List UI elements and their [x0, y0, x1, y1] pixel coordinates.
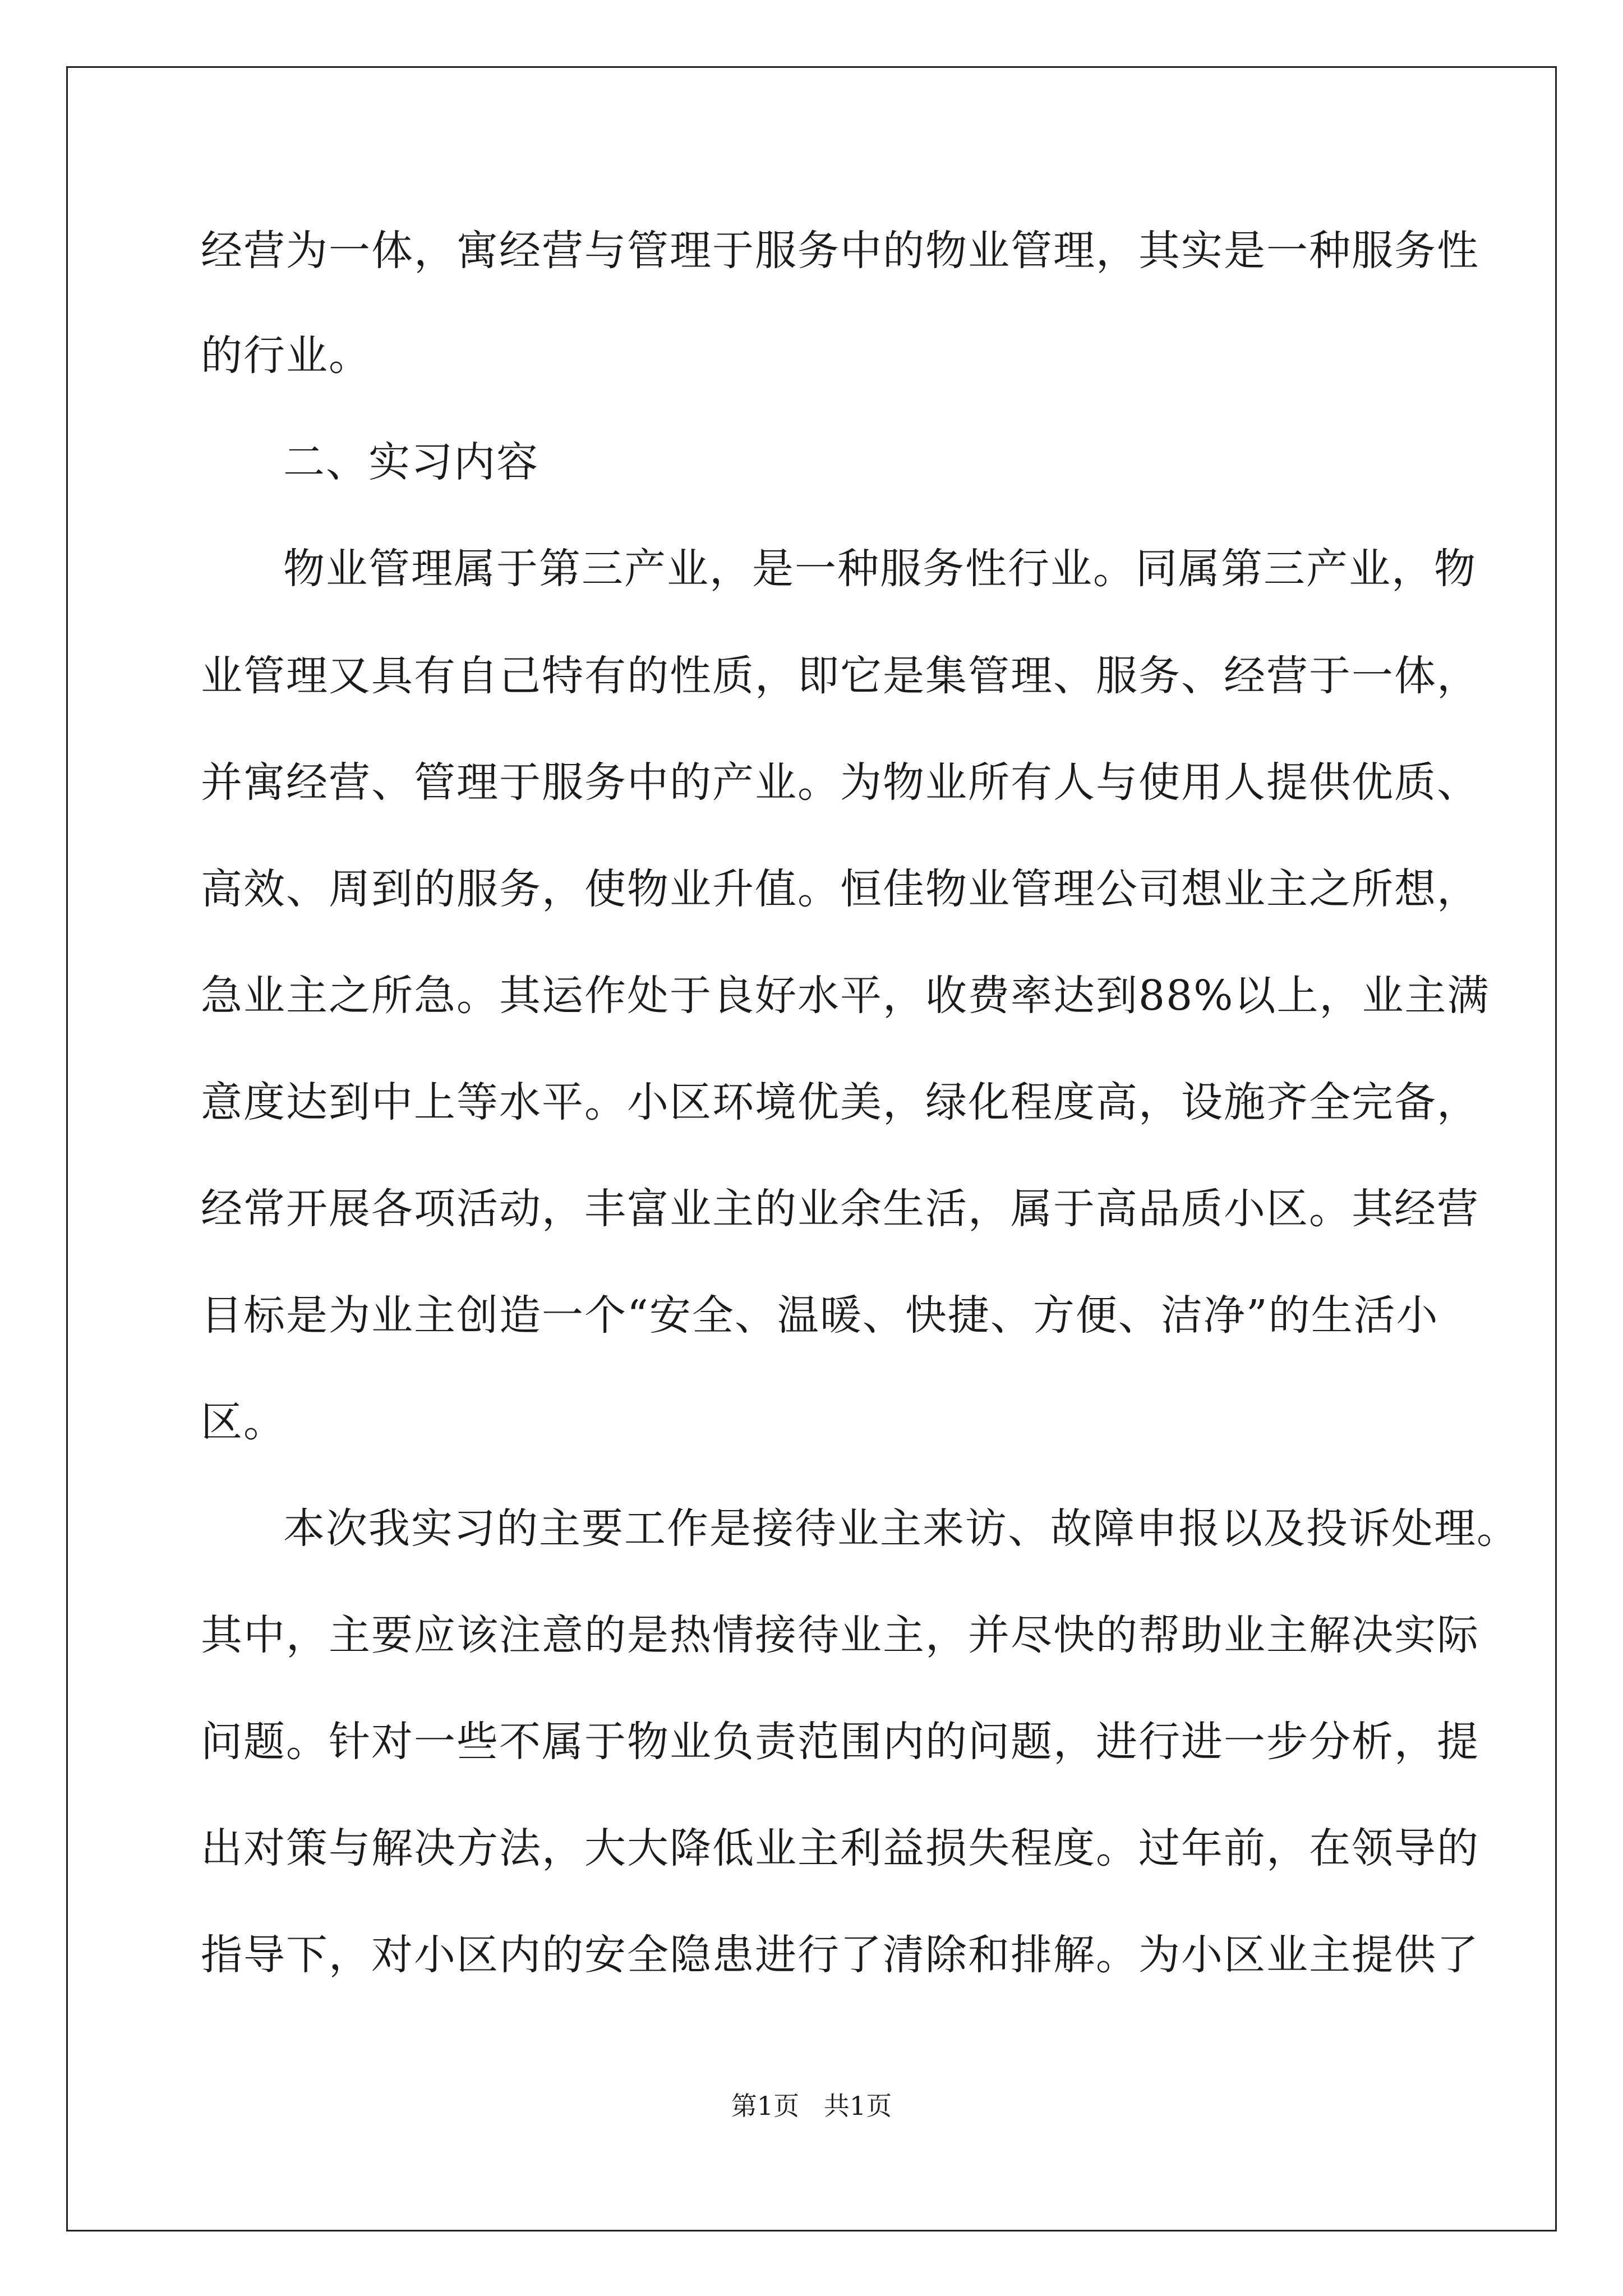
body-text-line: 业管理又具有自己特有的性质，即它是集管理、服务、经营于一体， [201, 652, 1479, 700]
body-text-line: 本次我实习的主要工作是接待业主来访、故障申报以及投诉处理。 [283, 1504, 1519, 1553]
body-text-line: 问题。针对一些不属于物业负责范围内的问题，进行进一步分析，提 [201, 1718, 1479, 1766]
body-text-line: 目标是为业主创造一个“安全、温暖、快捷、方便、洁净”的生活小 [201, 1291, 1439, 1340]
body-text-line: 经常开展各项活动，丰富业主的业余生活，属于高品质小区。其经营 [201, 1185, 1479, 1233]
body-text-line: 区。 [201, 1398, 286, 1446]
body-text-line: 急业主之所急。其运作处于良好水平，收费率达到88%以上，业主满 [201, 972, 1490, 1020]
section-heading: 二、实习内容 [283, 438, 539, 486]
body-text-line: 经营为一体，寓经营与管理于服务中的物业管理，其实是一种服务性 [201, 227, 1479, 275]
page-footer: 第1页 共1页 [731, 2091, 892, 2121]
body-text-line: 出对策与解决方法，大大降低业主利益损失程度。过年前，在领导的 [201, 1824, 1479, 1872]
body-text-line: 意度达到中上等水平。小区环境优美，绿化程度高，设施齐全完备， [201, 1078, 1479, 1126]
body-text-line: 并寓经营、管理于服务中的产业。为物业所有人与使用人提供优质、 [201, 758, 1479, 807]
body-text-line: 的行业。 [201, 332, 371, 380]
body-text-line: 高效、周到的服务，使物业升值。恒佳物业管理公司想业主之所想， [201, 865, 1479, 913]
page-border [66, 66, 1557, 2231]
body-text-line: 指导下，对小区内的安全隐患进行了清除和排解。为小区业主提供了 [201, 1931, 1479, 1979]
body-text-line: 其中，主要应该注意的是热情接待业主，并尽快的帮助业主解决实际 [201, 1611, 1479, 1659]
body-text-line: 物业管理属于第三产业，是一种服务性行业。同属第三产业，物 [283, 545, 1477, 593]
